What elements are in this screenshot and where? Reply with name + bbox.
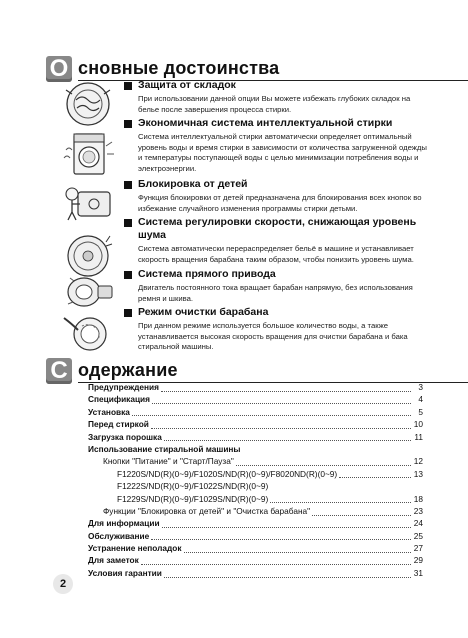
direct-drive-illustration: [60, 272, 116, 312]
toc-entry[interactable]: [88, 517, 423, 529]
feature-description: При использовании данной опции Вы можете избежать глубоких складок на белье после завершения процесса стирки.: [138, 94, 411, 114]
toc-entry-label: Функции "Блокировка от детей" и "Очистка барабана": [103, 505, 311, 516]
toc-entry-label: Спецификация: [88, 394, 150, 405]
toc-entry-page: 3: [418, 382, 423, 392]
contents-initial: С: [46, 358, 72, 384]
toc-leader-dots: [161, 383, 411, 392]
toc-entry-page: 18: [413, 493, 423, 504]
toc-leader-dots: [151, 531, 411, 540]
toc-entry-label: Установка: [88, 406, 130, 417]
toc-leader-dots: [151, 420, 411, 429]
feature-title: Система регулировки скорости, снижающая уровень шума: [138, 216, 417, 241]
feature-title: Защита от складок: [138, 79, 236, 91]
toc-entry[interactable]: [88, 381, 423, 393]
feature-description: Двигатель постоянного тока вращает барабан напрямую, без использования ремня и шкива.: [138, 283, 413, 303]
toc-entry-page: 27: [413, 543, 423, 554]
child-lock-illustration: [60, 178, 116, 224]
toc-entry-label: F1220S/ND(R)(0~9)/F1020S/ND(R)(0~9)/F8020ND(R)(0~9): [117, 468, 338, 479]
feature-title: Экономичная система интеллектуальной стирки: [138, 117, 393, 129]
toc-entry-page: 13: [413, 468, 423, 479]
advantages-title: сновные достоинства: [78, 58, 280, 78]
toc-entry-label: Условия гарантии: [88, 567, 162, 578]
toc-leader-dots: [312, 507, 411, 516]
feature-wrinkle-care: [124, 79, 429, 115]
toc-entry-page: 24: [413, 518, 423, 529]
toc-entry[interactable]: [88, 431, 423, 443]
toc-entry-label: Устранение неполадок: [88, 543, 182, 554]
drum-clean-illustration: [60, 310, 116, 356]
feature-title: Система прямого привода: [138, 268, 276, 280]
toc-entry-page: 23: [413, 505, 423, 516]
toc-leader-dots: [162, 519, 411, 528]
square-bullet-icon: [124, 219, 132, 227]
square-bullet-icon: [124, 181, 132, 189]
square-bullet-icon: [124, 309, 132, 317]
toc-entry-page: 5: [418, 406, 423, 417]
toc-entry-page: 31: [413, 567, 423, 578]
toc-entry[interactable]: [88, 455, 423, 467]
toc-entry[interactable]: [88, 468, 423, 480]
toc-entry-label: Для информации: [88, 518, 160, 529]
toc-entry-page: 29: [413, 555, 423, 566]
toc-entry-label: Загрузка порошка: [88, 431, 162, 442]
washing-machine-illustration: [60, 128, 116, 180]
toc-leader-dots: [270, 494, 411, 503]
advantages-initial: О: [46, 56, 72, 82]
toc-entry[interactable]: [88, 542, 423, 554]
toc-entry-label: Обслуживание: [88, 530, 150, 541]
feature-title: Режим очистки барабана: [138, 306, 269, 318]
toc-leader-dots: [236, 457, 411, 466]
toc-entry[interactable]: [88, 393, 423, 405]
square-bullet-icon: [124, 120, 132, 128]
feature-child-lock: [124, 178, 429, 214]
toc-entry[interactable]: [88, 443, 423, 455]
table-of-contents: [88, 381, 423, 579]
toc-leader-dots: [184, 544, 411, 553]
feature-description: Система интеллектуальной стирки автоматически определяет оптимальный уровень воды и время стирки в зависимости от количества загруженной одежды и температуры поступающей воды с целью минимизации потребления воды и электроэнергии.: [138, 132, 427, 173]
feature-direct-drive: [124, 268, 429, 304]
toc-leader-dots: [164, 569, 411, 578]
feature-description: Система автоматически перераспределяет бельё в машине и устанавливает скорость вращения барабана таким образом, чтобы понизить уровень шума.: [138, 244, 414, 264]
toc-leader-dots: [132, 407, 411, 416]
toc-entry[interactable]: [88, 480, 423, 492]
square-bullet-icon: [124, 82, 132, 90]
toc-entry-label: F1222S/ND(R)(0~9)/F1022S/ND(R)(0~9): [117, 481, 269, 492]
page-number: 2: [53, 574, 73, 594]
wrinkle-care-illustration: [60, 80, 116, 128]
feature-description: Функция блокировки от детей предназначена для блокирования всех кнопок во избежание случайного изменения программы стирки детьми.: [138, 193, 422, 213]
toc-entry-label: Использование стиральной машины: [88, 443, 241, 454]
toc-leader-dots: [339, 469, 411, 478]
toc-entry[interactable]: [88, 406, 423, 418]
toc-entry[interactable]: [88, 530, 423, 542]
toc-entry-page: 10: [413, 419, 423, 430]
toc-entry[interactable]: [88, 418, 423, 430]
feature-smart-wash: [124, 117, 429, 174]
feature-low-noise: [124, 216, 429, 265]
toc-entry-label: Перед стиркой: [88, 419, 149, 430]
toc-entry-page: 4: [418, 394, 423, 405]
toc-entry[interactable]: [88, 567, 423, 579]
contents-title: одержание: [78, 360, 178, 380]
toc-entry[interactable]: [88, 505, 423, 517]
toc-entry[interactable]: [88, 554, 423, 566]
toc-leader-dots: [141, 556, 411, 565]
square-bullet-icon: [124, 271, 132, 279]
feature-description: При данном режиме используется большое количество воды, а также устанавливается высокая скорость вращения для очистки барабана и бака стиральной машины.: [138, 321, 408, 351]
toc-entry[interactable]: [88, 493, 423, 505]
toc-leader-dots: [164, 432, 411, 441]
toc-entry-page: 11: [414, 431, 423, 442]
toc-entry-label: Предупреждения: [88, 382, 159, 392]
toc-entry-label: Для заметок: [88, 555, 139, 566]
toc-entry-page: 12: [413, 456, 423, 467]
feature-title: Блокировка от детей: [138, 178, 248, 190]
toc-entry-label: F1229S/ND(R)(0~9)/F1029S/ND(R)(0~9): [117, 493, 269, 504]
toc-entry-label: Кнопки "Питание" и "Старт/Пауза": [103, 456, 234, 467]
toc-leader-dots: [152, 395, 411, 404]
toc-entry-page: 25: [413, 530, 423, 541]
feature-drum-clean: [124, 306, 429, 353]
